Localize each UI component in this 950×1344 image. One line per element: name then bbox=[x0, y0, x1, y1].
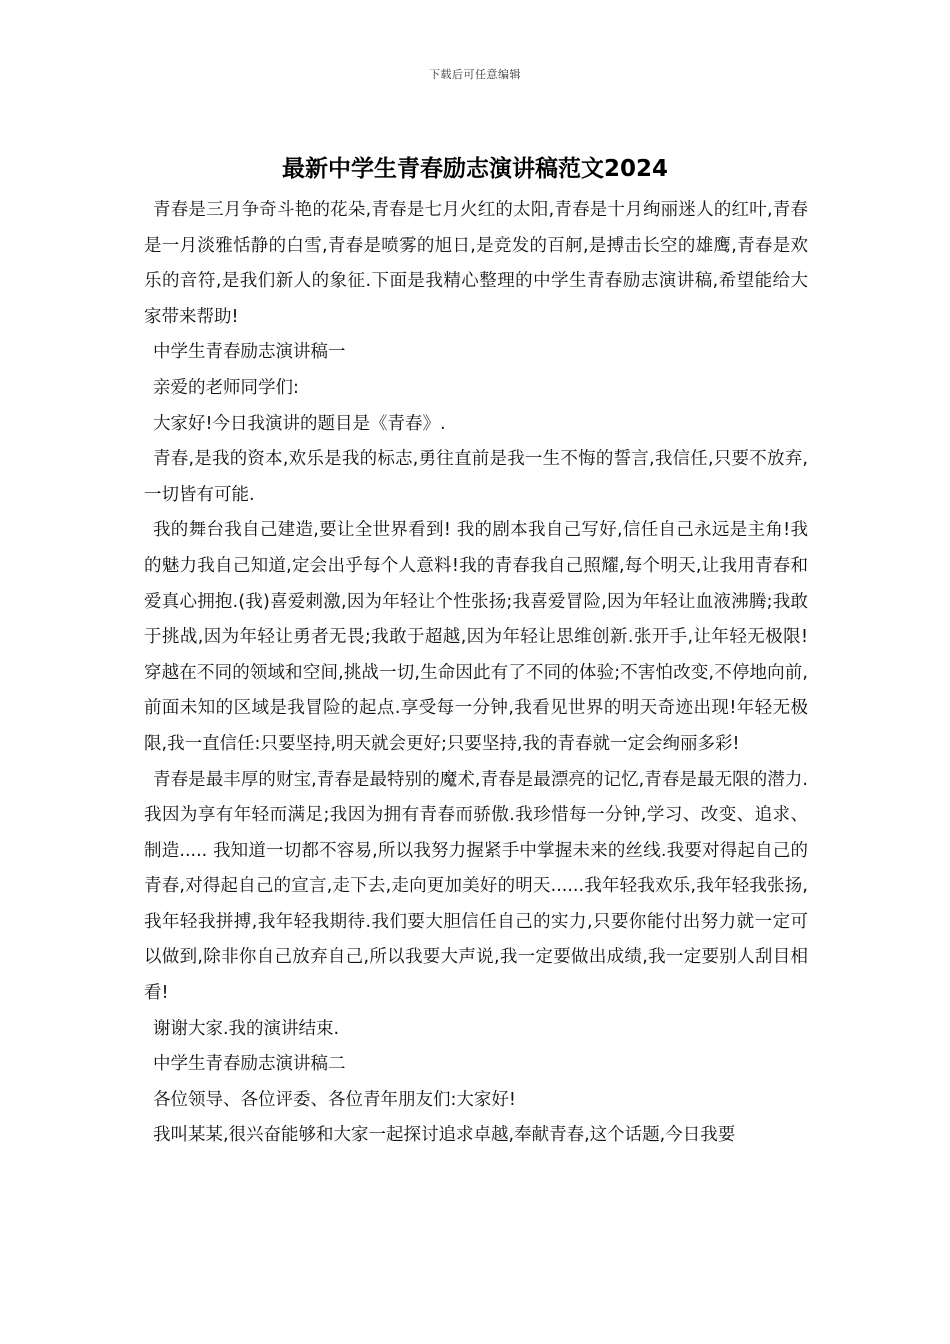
salutation: 亲爱的老师同学们: bbox=[153, 377, 299, 398]
section-heading-speech-two: 中学生青春励志演讲稿二 bbox=[153, 1054, 346, 1075]
paragraph-closing: 谢谢大家.我的演讲结束. bbox=[153, 1018, 340, 1039]
document-body bbox=[144, 193, 808, 1154]
paragraph: 我叫某某,很兴奋能够和大家一起探讨追求卓越,奉献青春,这个话题,今日我要 bbox=[153, 1125, 736, 1146]
header-note: 下载后可任意编辑 bbox=[429, 68, 521, 81]
paragraph: 青春是最丰厚的财宝,青春是最特别的魔术,青春是最漂亮的记忆,青春是最无限的潜力.我因为享有年轻而满足;我因为拥有青春而骄傲.我珍惜每一分钟,学习、改变、追求、制造..... 我知道一切都不容易,所以我努力握紧手中掌握未来的丝线.我要对得起自己的青春,对得起自己的宣言,走下去,走向更加美好的明天......我年轻我欢乐,我年轻我张扬,我年轻我拼搏,我年轻我期待.我们要大胆信任自己的实力,只要你能付出努力就一定可以做到,除非你自己放弃自己,所以我要大声说,我一定要做出成绩,我一定要别人刮目相看! bbox=[144, 769, 808, 1004]
paragraph-greeting: 大家好!今日我演讲的题目是《青春》. bbox=[153, 413, 446, 434]
paragraph: 我的舞台我自己建造,要让全世界看到! 我的剧本我自己写好,信任自己永远是主角!我的魅力我自己知道,定会出乎每个人意料!我的青春我自己照耀,每个明天,让我用青春和爱真心拥抱.(我)喜爱刺激,因为年轻让个性张扬;我喜爱冒险,因为年轻让血液沸腾;我敢于挑战,因为年轻让勇者无畏;我敢于超越,因为年轻让思维创新.张开手,让年轻无极限!穿越在不同的领域和空间,挑战一切,生命因此有了不同的体验;不害怕改变,不停地向前,前面未知的区域是我冒险的起点.享受每一分钟,我看见世界的明天奇迹出现!年轻无极限,我一直信任:只要坚持,明天就会更好;只要坚持,我的青春就一定会绚丽多彩! bbox=[144, 520, 808, 754]
salutation: 各位领导、各位评委、各位青年朋友们:大家好! bbox=[153, 1089, 516, 1110]
paragraph-intro: 青春是三月争奇斗艳的花朵,青春是七月火红的太阳,青春是十月绚丽迷人的红叶,青春是一月淡雅恬静的白雪,青春是喷雾的旭日,是竞发的百舸,是搏击长空的雄鹰,青春是欢乐的音符,是我们新人的象征.下面是我精心整理的中学生青春励志演讲稿,希望能给大家带来帮助! bbox=[144, 200, 808, 327]
paragraph: 青春,是我的资本,欢乐是我的标志,勇往直前是我一生不悔的誓言,我信任,只要不放弃,一切皆有可能. bbox=[144, 449, 808, 505]
section-heading-speech-one: 中学生青春励志演讲稿一 bbox=[153, 342, 346, 363]
document-title: 最新中学生青春励志演讲稿范文2024 bbox=[281, 156, 668, 182]
